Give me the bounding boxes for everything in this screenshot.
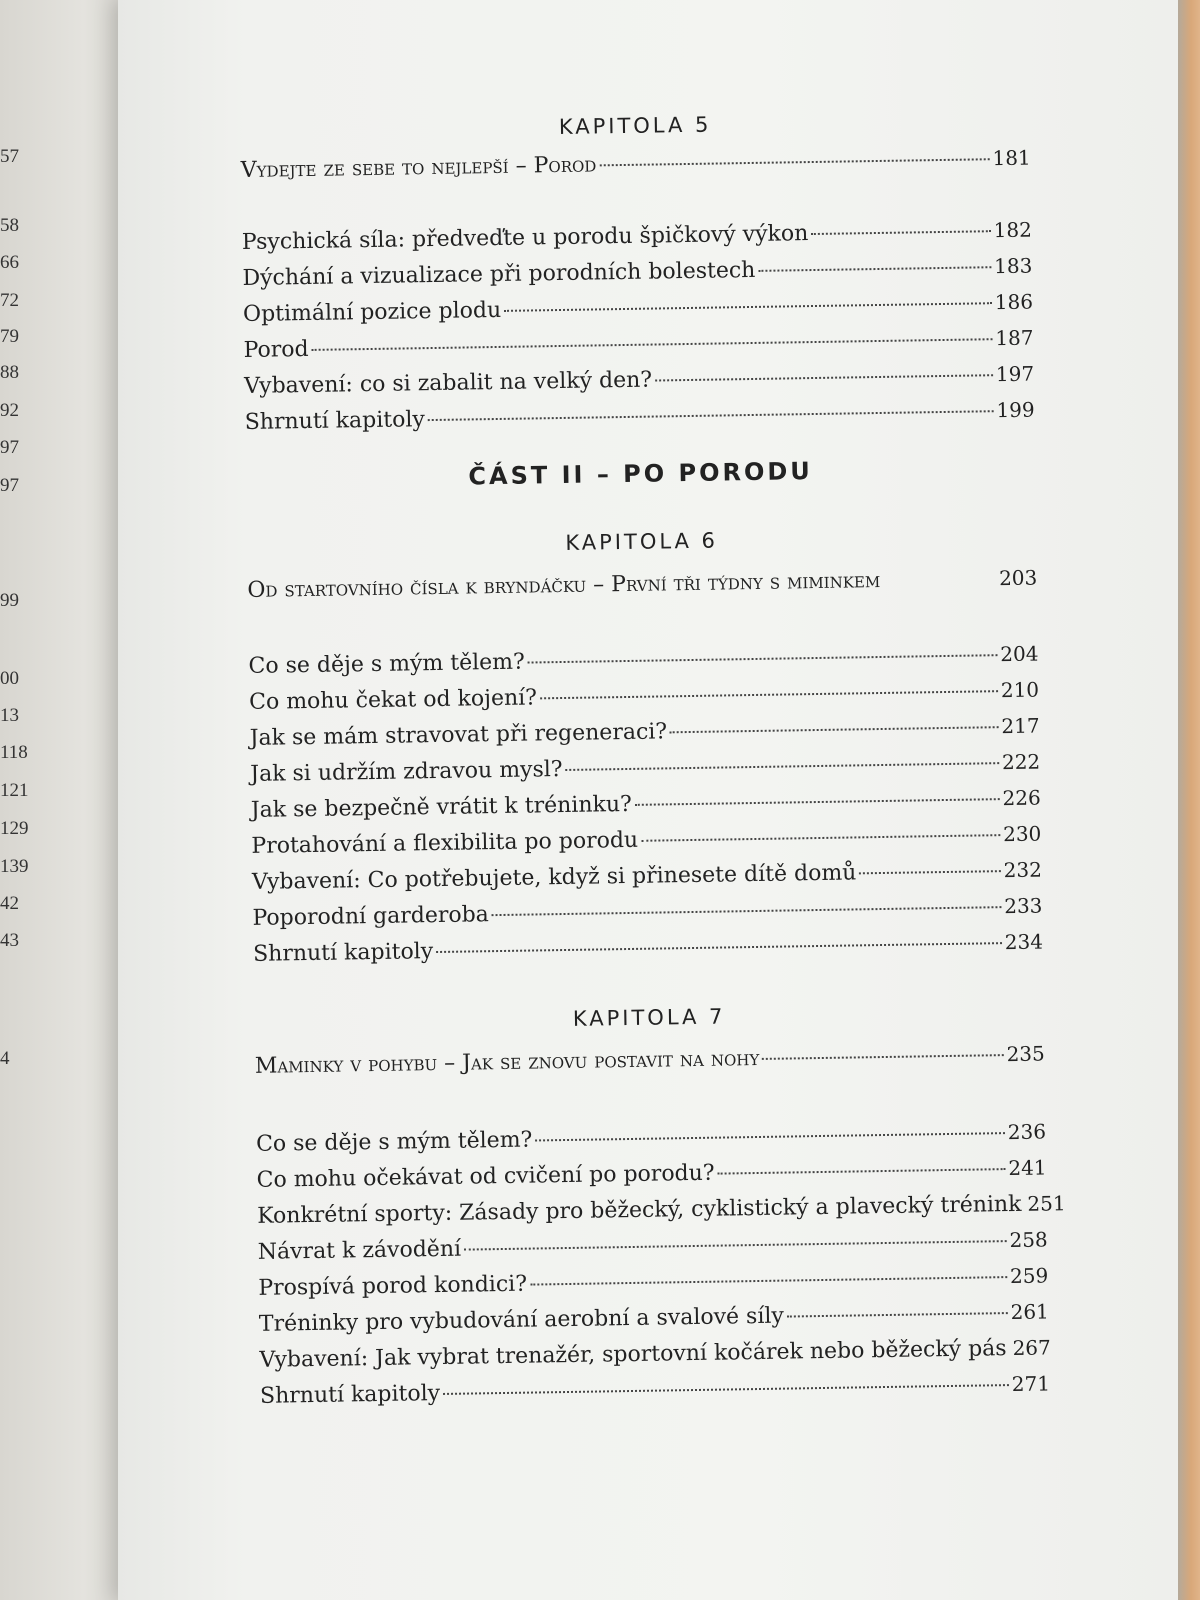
entry-label: Protahování a flexibilita po porodu — [251, 827, 639, 859]
left-page-number: 97 — [0, 475, 19, 496]
page-number: 203 — [998, 565, 1038, 591]
left-page-number: 72 — [0, 290, 19, 311]
page-number: 259 — [1009, 1263, 1049, 1289]
chapter-title-text: Od startovního čísla k bryndáčku – První tři týdny s miminkem — [247, 568, 881, 603]
leader-dots — [436, 942, 1002, 953]
entry-label: Shrnutí kapitoly — [252, 939, 434, 967]
page-number: 235 — [1006, 1041, 1045, 1067]
leader-dots — [787, 1312, 1008, 1317]
leader-dots — [758, 266, 991, 272]
page-number: 204 — [1000, 641, 1039, 667]
left-page-number: 43 — [0, 930, 19, 951]
entry-label: Co se děje s mým tělem? — [255, 1127, 533, 1157]
page-number: 233 — [1004, 893, 1043, 919]
left-page-number: 4 — [0, 1048, 10, 1069]
entry-label: Dýchání a vizualizace při porodních bolestech — [242, 257, 756, 291]
page-number: 197 — [995, 361, 1035, 387]
entry-label: Porod — [243, 336, 309, 363]
page-number: 187 — [995, 325, 1034, 351]
page-number: 226 — [1002, 785, 1041, 811]
entry-label: Tréninky pro vybudování aerobní a svalové síly — [258, 1303, 785, 1337]
leader-dots — [655, 374, 993, 381]
leader-dots — [528, 654, 997, 663]
leader-dots — [811, 230, 990, 235]
left-page-number: 118 — [0, 742, 28, 763]
leader-dots — [312, 338, 993, 351]
leader-dots — [641, 834, 1000, 842]
leader-dots — [530, 1276, 1007, 1285]
leader-dots — [504, 302, 992, 312]
entry-label: Co se děje s mým tělem? — [248, 649, 526, 679]
leader-dots — [762, 1054, 1003, 1060]
left-page-number: 88 — [0, 362, 19, 383]
entry-label: Co mohu čekat od kojení? — [248, 685, 538, 715]
leader-dots — [670, 726, 998, 733]
leader-dots — [599, 158, 989, 166]
page-number: 236 — [1007, 1119, 1047, 1145]
left-page-number: 139 — [0, 856, 29, 877]
leader-dots — [428, 410, 994, 421]
left-page-number: 99 — [0, 590, 19, 611]
leader-dots — [443, 1384, 1009, 1395]
page-number: 234 — [1004, 929, 1044, 955]
page-number: 267 — [1012, 1335, 1051, 1361]
page-number: 241 — [1008, 1155, 1047, 1181]
entry-label: Návrat k závodění — [257, 1236, 462, 1265]
left-page-number: 121 — [0, 780, 29, 801]
leader-dots — [535, 1132, 1004, 1141]
entry-label: Konkrétní sporty: Zásady pro běžecký, cyklistický a plavecký trénink — [257, 1191, 1022, 1229]
entry-label: Vybavení: Co potřebujete, když si přinesete dítě domů — [251, 860, 857, 895]
page-number: 210 — [1000, 677, 1040, 703]
entry-label: Shrnutí kapitoly — [244, 407, 426, 435]
table-of-contents — [240, 108, 1066, 1420]
left-page-number: 129 — [0, 818, 29, 839]
left-page-number: 42 — [0, 893, 19, 914]
entry-label: Shrnutí kapitoly — [259, 1381, 441, 1409]
page-number: 186 — [994, 289, 1034, 315]
page-number: 230 — [1002, 821, 1042, 847]
left-page-number: 00 — [0, 668, 19, 689]
entry-label: Optimální pozice plodu — [242, 297, 502, 327]
chapter-title-text: Maminky v pohybu – Jak se znovu postavit na nohy — [254, 1045, 760, 1079]
page-number: 271 — [1011, 1371, 1051, 1397]
chapter-title-text: Vydejte ze sebe to nejlepší – Porod — [240, 152, 597, 183]
leader-dots — [540, 690, 998, 699]
chapter-heading: KAPITOLA 5 — [558, 112, 712, 139]
page-number: 222 — [1001, 749, 1041, 775]
leader-dots — [635, 798, 1000, 806]
left-page-number: 57 — [0, 146, 19, 167]
left-page-number: 58 — [0, 215, 19, 236]
entry-label: Vybavení: co si zabalit na velký den? — [243, 367, 653, 399]
table-surface — [1178, 0, 1200, 1600]
left-page-number: 92 — [0, 400, 19, 421]
page-number: 261 — [1010, 1299, 1050, 1325]
left-page-number: 66 — [0, 252, 19, 273]
page-number: 183 — [994, 253, 1033, 279]
entry-label: Psychická síla: předveďte u porodu špičkový výkon — [241, 221, 809, 255]
leader-dots — [464, 1240, 1006, 1251]
entry-label: Poporodní garderoba — [252, 902, 490, 931]
page-number: 182 — [993, 217, 1033, 243]
leader-dots — [859, 870, 1000, 874]
page-number: 181 — [992, 145, 1031, 171]
entry-label: Jak si udržím zdravou mysl? — [250, 757, 563, 787]
page-number: 251 — [1027, 1191, 1066, 1216]
page-number: 217 — [1001, 713, 1040, 739]
page-number: 232 — [1003, 857, 1043, 883]
leader-dots — [566, 762, 999, 771]
part-heading: ČÁST II – PO PORODU — [468, 457, 814, 491]
leader-dots — [492, 906, 1001, 916]
chapter-heading: KAPITOLA 7 — [572, 1004, 726, 1031]
entry-label: Jak se bezpečně vrátit k tréninku? — [250, 791, 633, 823]
leader-dots — [718, 1168, 1006, 1175]
left-page-number: 97 — [0, 437, 19, 458]
entry-label: Vybavení: Jak vybrat trenažér, sportovní kočárek nebo běžecký pás — [259, 1336, 1007, 1373]
left-page-number: 79 — [0, 326, 19, 347]
entry-label: Jak se mám stravovat při regeneraci? — [249, 719, 668, 751]
left-page-number: 13 — [0, 705, 19, 726]
entry-label: Prospívá porod kondici? — [258, 1271, 528, 1301]
page-number: 258 — [1009, 1227, 1048, 1253]
page-number: 199 — [996, 397, 1035, 423]
chapter-heading: KAPITOLA 6 — [565, 528, 719, 555]
entry-label: Co mohu očekávat od cvičení po porodu? — [256, 1160, 715, 1193]
